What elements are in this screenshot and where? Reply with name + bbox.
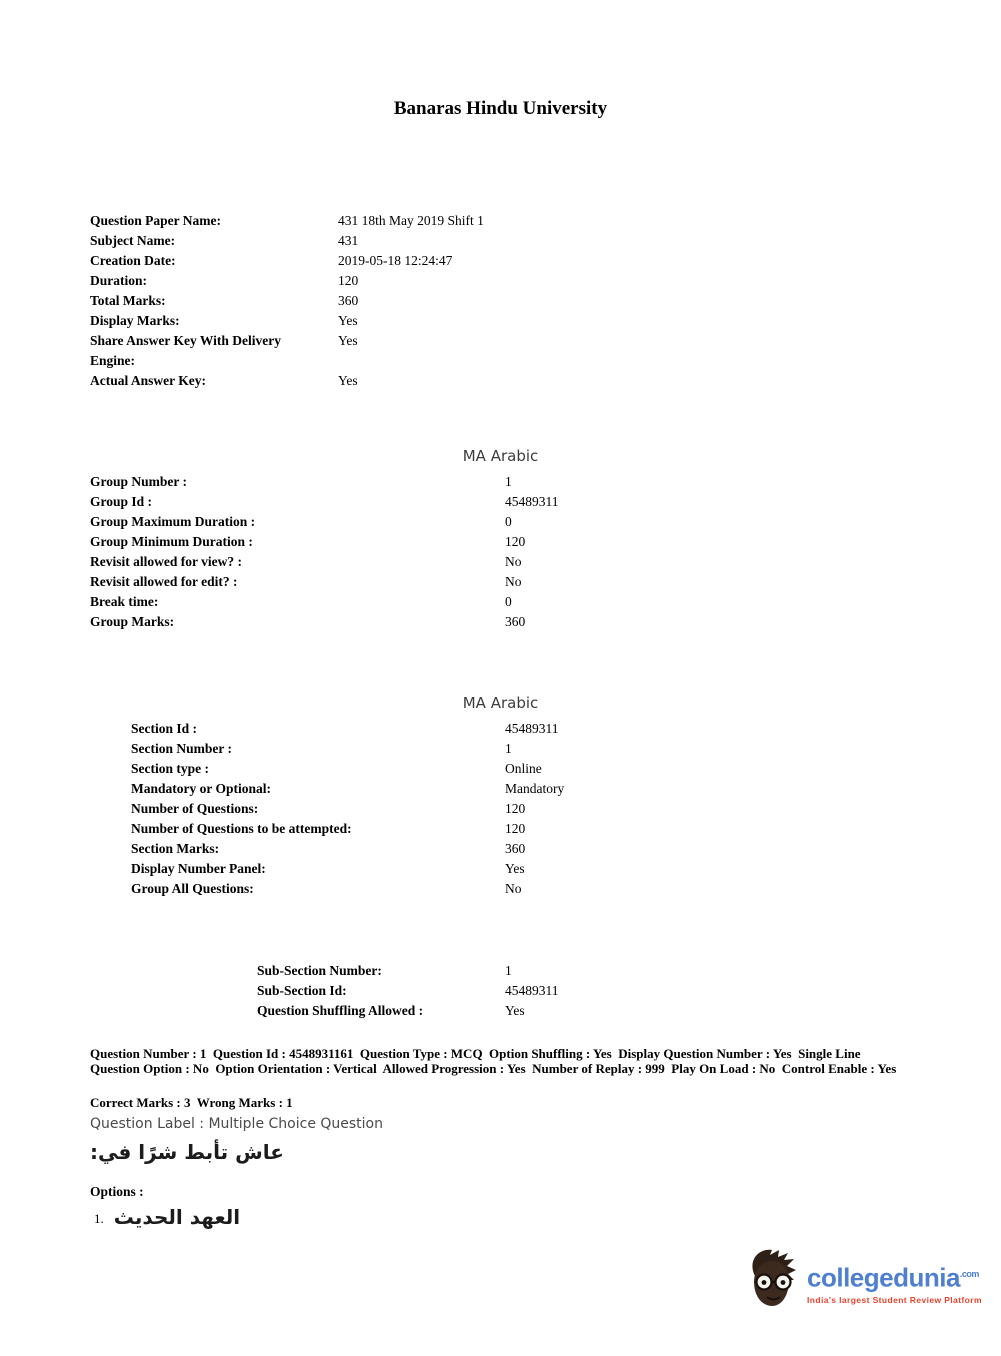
- section-value: 120: [505, 801, 526, 816]
- brand-text: collegedunia: [807, 1262, 960, 1293]
- group-label: Group Marks:: [90, 614, 175, 629]
- collegedunia-mascot-icon: [745, 1246, 797, 1319]
- option-number: 1.: [94, 1211, 104, 1226]
- subsection-row: [257, 961, 757, 981]
- section-label: Mandatory or Optional:: [131, 781, 272, 796]
- question-label-line: Question Label : Multiple Choice Question: [90, 1116, 383, 1132]
- collegedunia-logo: [745, 1246, 982, 1319]
- section-value: Yes: [505, 861, 525, 876]
- group-value: 1: [505, 474, 512, 489]
- group-value: 360: [505, 614, 526, 629]
- meta-row: [90, 271, 710, 291]
- subsection-row: [257, 1001, 757, 1021]
- meta-label: Duration:: [90, 273, 147, 288]
- section-label: Display Number Panel:: [131, 861, 266, 876]
- meta-row: [90, 291, 710, 311]
- section-row: [131, 879, 731, 899]
- section-value: 120: [505, 821, 526, 836]
- group-value: 120: [505, 534, 526, 549]
- section-value: Mandatory: [505, 781, 565, 796]
- section-label: Number of Questions to be attempted:: [131, 821, 352, 836]
- collegedunia-brand: [807, 1260, 982, 1292]
- group-row: [90, 512, 730, 532]
- group-value: 0: [505, 514, 512, 529]
- group-row: [90, 472, 730, 492]
- meta-value: 431: [338, 233, 359, 248]
- meta-value: 431 18th May 2019 Shift 1: [338, 213, 484, 228]
- meta-value: 120: [338, 273, 359, 288]
- group-label: Group Maximum Duration :: [90, 514, 256, 529]
- meta-label: Question Paper Name:: [90, 213, 221, 228]
- group-heading: MA Arabic: [462, 447, 539, 465]
- group-block: [90, 472, 730, 632]
- group-row: [90, 572, 730, 592]
- meta-label: Total Marks:: [90, 293, 166, 308]
- section-row: [131, 759, 731, 779]
- section-row: [131, 719, 731, 739]
- group-row: [90, 552, 730, 572]
- section-block: [131, 719, 731, 899]
- subsection-label: Sub-Section Number:: [257, 963, 382, 978]
- page-title: Banaras Hindu University: [393, 98, 608, 119]
- meta-label: Subject Name:: [90, 233, 176, 248]
- group-label: Break time:: [90, 594, 159, 609]
- section-row: [131, 839, 731, 859]
- group-value: 45489311: [505, 494, 559, 509]
- group-label: Revisit allowed for view? :: [90, 554, 242, 569]
- meta-value: 360: [338, 293, 359, 308]
- section-value: 360: [505, 841, 526, 856]
- group-row: [90, 492, 730, 512]
- group-label: Group Id :: [90, 494, 153, 509]
- section-label: Section Marks:: [131, 841, 220, 856]
- meta-row: [90, 331, 710, 371]
- section-label: Number of Questions:: [131, 801, 259, 816]
- subsection-value: 1: [505, 963, 512, 978]
- section-label: Section Id :: [131, 721, 198, 736]
- group-row: [90, 532, 730, 552]
- meta-row: [90, 211, 710, 231]
- subsection-label: Sub-Section Id:: [257, 983, 347, 998]
- question-marks-line: Correct Marks : 3 Wrong Marks : 1: [90, 1095, 293, 1110]
- section-row: [131, 739, 731, 759]
- collegedunia-tagline: India's largest Student Review Platform: [807, 1294, 982, 1305]
- section-label: Group All Questions:: [131, 881, 254, 896]
- subsection-value: Yes: [505, 1003, 525, 1018]
- group-value: No: [505, 554, 522, 569]
- section-row: [131, 799, 731, 819]
- options-heading: Options :: [90, 1184, 144, 1199]
- section-row: [131, 859, 731, 879]
- meta-label: Actual Answer Key:: [90, 373, 206, 388]
- group-row: [90, 592, 730, 612]
- meta-label: Display Marks:: [90, 313, 180, 328]
- section-value: No: [505, 881, 522, 896]
- meta-label: Share Answer Key With Delivery Engine:: [90, 333, 281, 368]
- section-row: [131, 779, 731, 799]
- question-meta-line: Question Number : 1 Question Id : 4548931161 Question Type : MCQ Option Shuffling : Yes Display Question Number : Yes Single Line Question Option : No Option Orientation : Vertical Allowed Progression : Yes Number of Replay : 999 Play On Load : No Control Enable : Yes: [90, 1046, 897, 1076]
- section-row: [131, 819, 731, 839]
- option-arabic-text: العهد الحديث: [113, 1205, 241, 1229]
- subsection-label: Question Shuffling Allowed :: [257, 1003, 424, 1018]
- section-value: 1: [505, 741, 512, 756]
- section-value: 45489311: [505, 721, 559, 736]
- meta-value: Yes: [338, 313, 358, 328]
- section-label: Section type :: [131, 761, 209, 776]
- question-arabic-text: عاش تأبط شرًا في:: [90, 1140, 284, 1164]
- subsection-block: [257, 961, 757, 1021]
- paper-meta-block: [90, 211, 710, 391]
- section-heading: MA Arabic: [462, 694, 539, 712]
- meta-value: 2019-05-18 12:24:47: [338, 253, 453, 268]
- group-label: Group Minimum Duration :: [90, 534, 253, 549]
- section-value: Online: [505, 761, 542, 776]
- subsection-value: 45489311: [505, 983, 559, 998]
- meta-row: [90, 371, 710, 391]
- meta-label: Creation Date:: [90, 253, 176, 268]
- group-label: Revisit allowed for edit? :: [90, 574, 238, 589]
- meta-row: [90, 251, 710, 271]
- section-label: Section Number :: [131, 741, 232, 756]
- brand-suffix: .com: [959, 1269, 979, 1280]
- group-value: 0: [505, 594, 512, 609]
- group-row: [90, 612, 730, 632]
- meta-row: [90, 311, 710, 331]
- group-label: Group Number :: [90, 474, 188, 489]
- subsection-row: [257, 981, 757, 1001]
- meta-value: Yes: [338, 333, 358, 348]
- meta-value: Yes: [338, 373, 358, 388]
- group-value: No: [505, 574, 522, 589]
- option-row-1: [94, 1205, 240, 1229]
- meta-row: [90, 231, 710, 251]
